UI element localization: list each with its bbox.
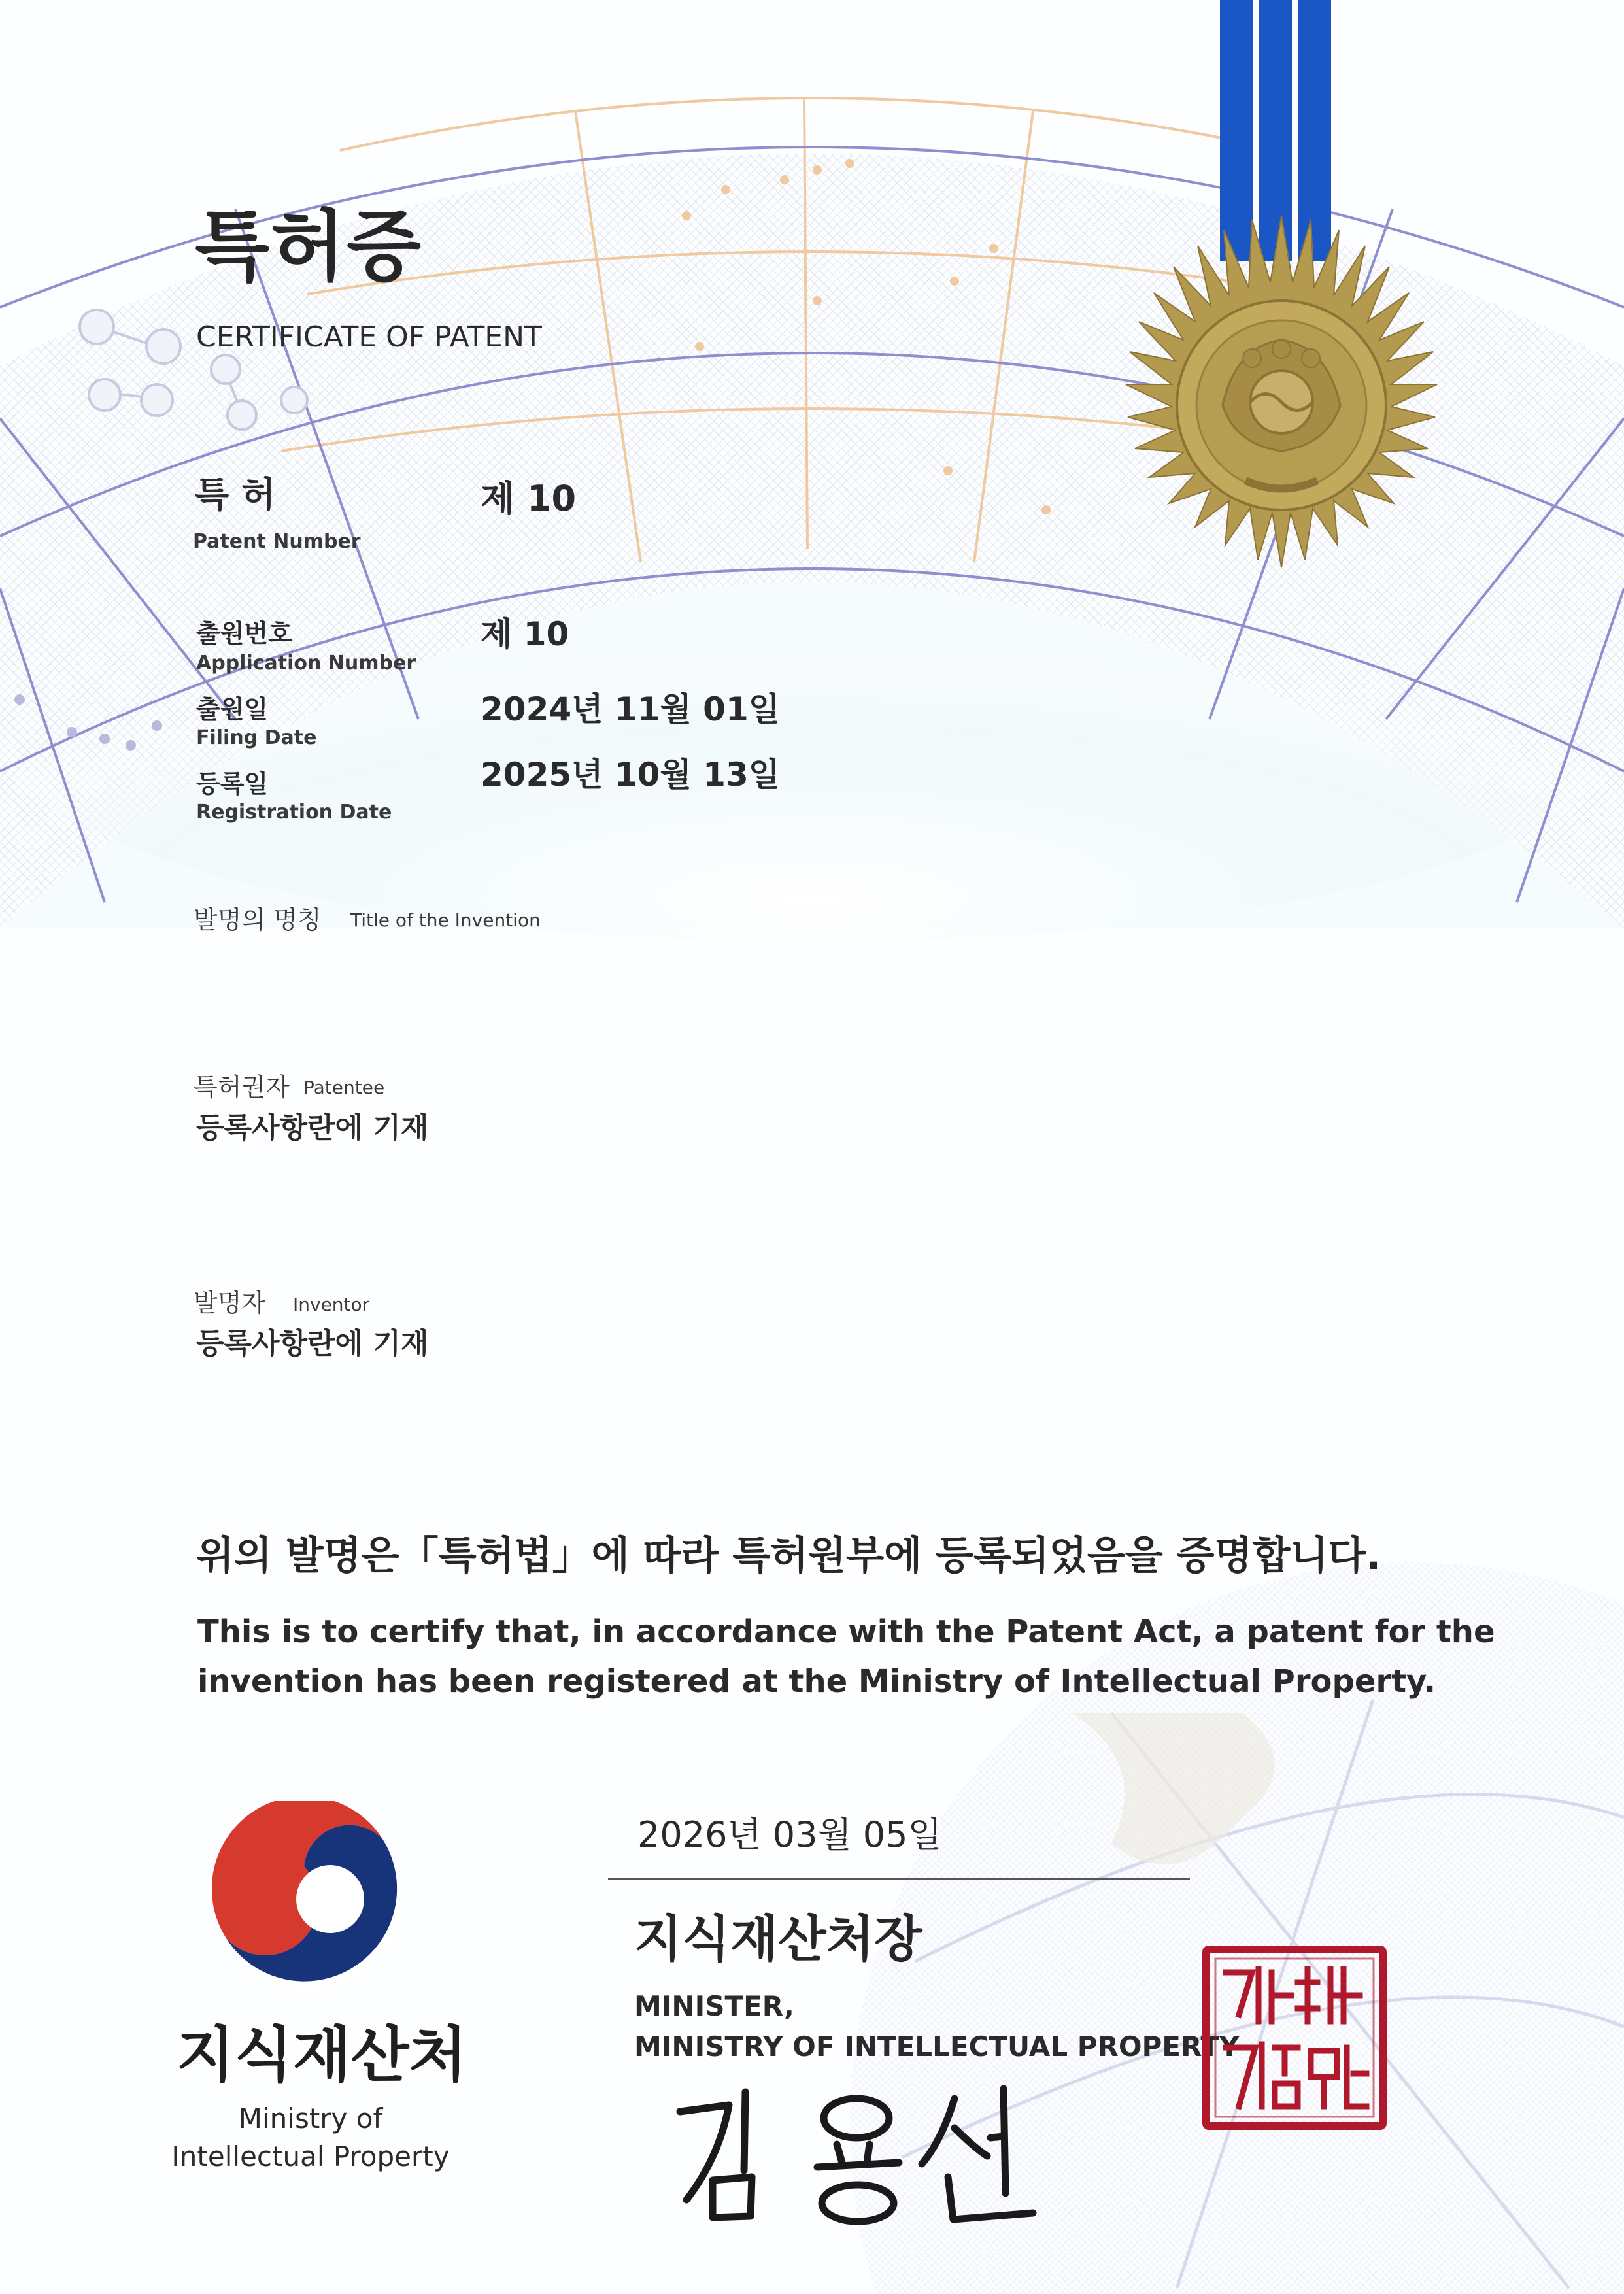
gold-medal-seal [1079,209,1484,615]
inventor-value: 등록사항란에 기재 [196,1327,429,1360]
registration-date-label-ko: 등록일 [196,769,269,798]
minister-title-en-line1: MINISTER, [634,1990,794,2022]
invention-title-label-ko: 발명의 명칭 [194,905,322,934]
page-title: 특허증 [195,201,422,292]
ministry-name-en [150,2100,471,2176]
certification-text-ko: 위의 발명은「특허법」에 따라 특허원부에 등록되었음을 증명합니다. [196,1533,1381,1579]
filing-date-label-en: Filing Date [196,726,317,749]
registration-date-value: 2025년 10월 13일 [481,756,781,794]
date-underline [608,1878,1190,1880]
application-number-label-en: Application Number [196,652,416,675]
patentee-value: 등록사항란에 기재 [196,1111,429,1145]
patentee-label-en: Patentee [303,1077,385,1098]
patentee-label-ko: 특허권자 [194,1073,290,1102]
patent-number-label-ko: 특 허 [195,474,276,515]
patent-number-label-en: Patent Number [193,530,361,553]
inventor-label-ko: 발명자 [194,1289,266,1317]
application-number-label-ko: 출원번호 [196,619,292,648]
filing-date-label-ko: 출원일 [196,695,269,724]
patent-number-value: 제 10 [481,478,577,519]
invention-title-label-en: Title of the Invention [350,909,541,931]
minister-title-en [634,1986,1240,2067]
official-seal [1200,1943,1389,2133]
certification-text-en: This is to certify that, in accordance with the Patent Act, a patent for the invention has been registered at the Ministry of Intellectual Property. [197,1613,1495,1700]
registration-date-label-en: Registration Date [196,801,392,824]
seal-stamp [1200,1943,1389,2133]
ministry-name-en-line2: Intellectual Property [171,2140,450,2172]
ministry-name-ko: 지식재산처 [177,2020,467,2090]
government-taegeuk-logo [212,1801,405,1994]
minister-title-en-line2: MINISTRY OF INTELLECTUAL PROPERTY [634,2031,1240,2063]
inventor-label-en: Inventor [293,1294,370,1315]
minister-title-ko: 지식재산처장 [634,1910,922,1968]
minister-signature [667,2079,1059,2236]
filing-date-value: 2024년 11월 01일 [481,690,781,728]
application-number-value: 제 10 [481,615,569,653]
issue-date: 2026년 03월 05일 [637,1814,942,1855]
ministry-name-en-line1: Ministry of [238,2102,383,2134]
page-subtitle: CERTIFICATE OF PATENT [196,320,542,354]
